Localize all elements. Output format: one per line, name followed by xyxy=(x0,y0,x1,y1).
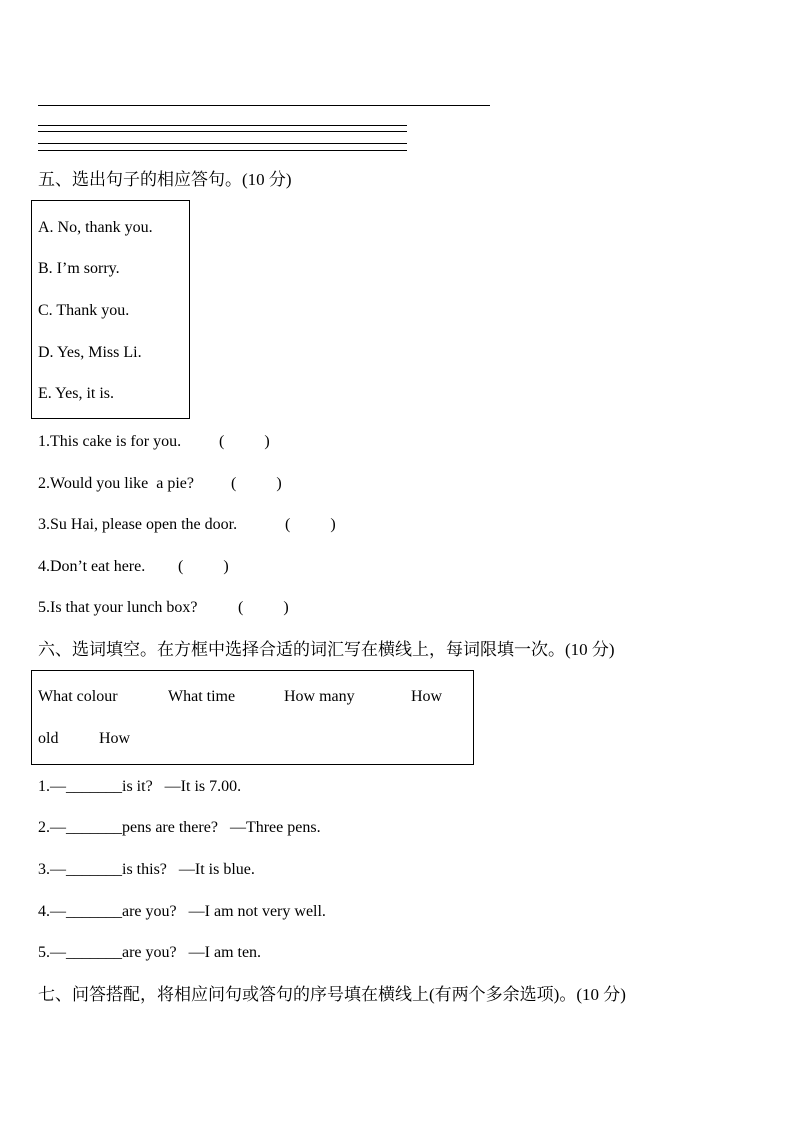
fill-question-1: 1.—_______is it? —It is 7.00. xyxy=(38,778,242,795)
answer-line xyxy=(38,150,407,151)
question-2: 2.Would you like a pie? xyxy=(38,475,195,492)
answer-blank-5[interactable]: ( ) xyxy=(238,599,289,616)
section-6-heading: 六、选词填空。在方框中选择合适的词汇写在横线上，每词限填一次。(10 分) xyxy=(38,640,615,659)
answer-blank-3[interactable]: ( ) xyxy=(285,516,336,533)
question-5: 5.Is that your lunch box? xyxy=(38,599,198,616)
answer-blank-4[interactable]: ( ) xyxy=(178,558,229,575)
word-bank-box xyxy=(31,670,474,765)
word-what-colour: What colour xyxy=(38,688,118,705)
fill-question-3: 3.—_______is this? —It is blue. xyxy=(38,861,255,878)
answer-blank-1[interactable]: ( ) xyxy=(219,433,270,450)
option-d: D. Yes, Miss Li. xyxy=(38,344,142,361)
section-5-heading: 五、选出句子的相应答句。(10 分) xyxy=(38,170,292,189)
option-e: E. Yes, it is. xyxy=(38,385,115,402)
answer-line xyxy=(38,131,407,132)
section-7-heading: 七、问答搭配，将相应问句或答句的序号填在横线上(有两个多余选项)。(10 分) xyxy=(38,985,626,1004)
question-3: 3.Su Hai, please open the door. xyxy=(38,516,238,533)
word-old: old xyxy=(38,730,59,747)
question-1: 1.This cake is for you. xyxy=(38,433,182,450)
word-how-many: How many xyxy=(284,688,355,705)
option-c: C. Thank you. xyxy=(38,302,130,319)
answer-line xyxy=(38,105,490,106)
word-what-time: What time xyxy=(168,688,236,705)
answer-line xyxy=(38,125,407,126)
option-a: A. No, thank you. xyxy=(38,219,153,236)
answer-line xyxy=(38,143,407,144)
fill-question-4: 4.—_______are you? —I am not very well. xyxy=(38,903,326,920)
option-b: B. I’m sorry. xyxy=(38,260,120,277)
word-how-1: How xyxy=(411,688,443,705)
fill-question-5: 5.—_______are you? —I am ten. xyxy=(38,944,262,961)
answer-blank-2[interactable]: ( ) xyxy=(231,475,282,492)
fill-question-2: 2.—_______pens are there? —Three pens. xyxy=(38,819,321,836)
word-how-2: How xyxy=(99,730,131,747)
question-4: 4.Don’t eat here. xyxy=(38,558,146,575)
